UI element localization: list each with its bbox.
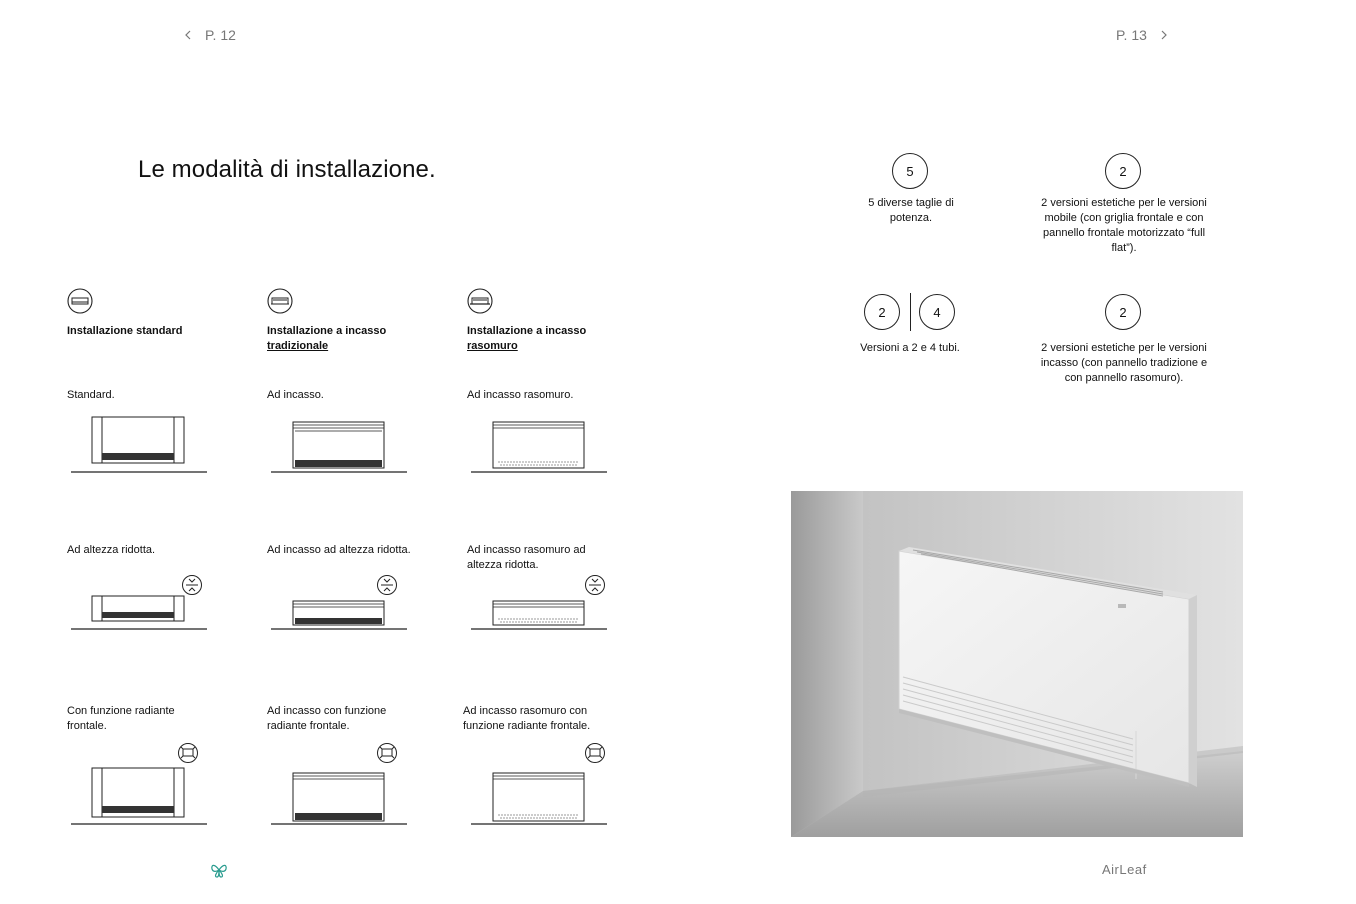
option-label: Ad incasso rasomuro ad altezza ridotta. [467, 544, 586, 571]
standard-radiant-diagram [70, 765, 210, 829]
brand-name: AirLeaf [1102, 862, 1147, 877]
option-label: Standard. [67, 389, 115, 401]
option-label: Ad incasso. [267, 389, 324, 401]
column-heading-standard [67, 324, 183, 339]
option-label: Con funzione radiante frontale. [67, 705, 175, 732]
flush-unit-diagram [470, 414, 610, 476]
install-flush-icon [467, 288, 495, 316]
prev-page-link[interactable] [183, 27, 236, 43]
column-heading-traditional [267, 324, 386, 354]
feature-pipes-text: Versioni a 2 e 4 tubi. [860, 342, 960, 354]
traditional-unit-diagram [270, 414, 410, 476]
page-title: Le modalità di installazione. [138, 156, 436, 183]
column-heading-line: rasomuro [467, 340, 518, 352]
standard-unit-diagram [70, 414, 210, 476]
option-label: Ad incasso ad altezza ridotta. [267, 544, 411, 556]
product-photo [791, 491, 1243, 837]
radiant-function-icon [376, 742, 398, 764]
option-label: Ad incasso rasomuro con funzione radiante frontale. [463, 705, 591, 732]
chevron-right-icon [1159, 28, 1169, 42]
feature-pipes-badge-b: 4 [919, 294, 955, 330]
radiant-function-icon [584, 742, 606, 764]
feature-pipes-badge-a: 2 [864, 294, 900, 330]
feature-pipes-divider [910, 293, 911, 331]
next-page-link[interactable] [1116, 27, 1169, 43]
feature-mobile-versions-badge: 2 [1105, 153, 1141, 189]
option-label: Ad altezza ridotta. [67, 544, 156, 556]
option-label: Ad incasso rasomuro. [467, 389, 574, 401]
column-heading-line: tradizionale [267, 340, 329, 352]
column-heading-line: Installazione standard [67, 325, 183, 337]
next-page-label: P. 13 [1116, 27, 1147, 43]
radiant-function-icon [177, 742, 199, 764]
feature-builtin-versions-badge: 2 [1105, 294, 1141, 330]
prev-page-label: P. 12 [205, 27, 236, 43]
standard-reduced-diagram [70, 592, 210, 634]
feature-builtin-versions-text: 2 versioni estetiche per le versioni incasso (con pannello tradizione e con pannello rasomuro). [1040, 342, 1208, 384]
column-heading-line: Installazione a incasso [467, 325, 587, 337]
column-heading-line: Installazione a incasso [267, 325, 387, 337]
traditional-radiant-diagram [270, 765, 410, 829]
install-standard-icon [67, 288, 95, 316]
flush-radiant-diagram [470, 765, 610, 829]
flush-reduced-diagram [470, 592, 610, 634]
leaf-logo-icon [210, 861, 228, 879]
feature-power-sizes-badge: 5 [892, 153, 928, 189]
chevron-left-icon [183, 28, 193, 42]
column-heading-flush [467, 324, 586, 354]
traditional-reduced-diagram [270, 592, 410, 634]
option-label: Ad incasso con funzione radiante frontale. [267, 705, 387, 732]
feature-power-sizes-text: 5 diverse taglie di potenza. [868, 197, 954, 224]
install-traditional-icon [267, 288, 295, 316]
feature-mobile-versions-text: 2 versioni estetiche per le versioni mobile (con griglia frontale e con pannello frontale motorizzato “full flat”). [1041, 197, 1207, 254]
